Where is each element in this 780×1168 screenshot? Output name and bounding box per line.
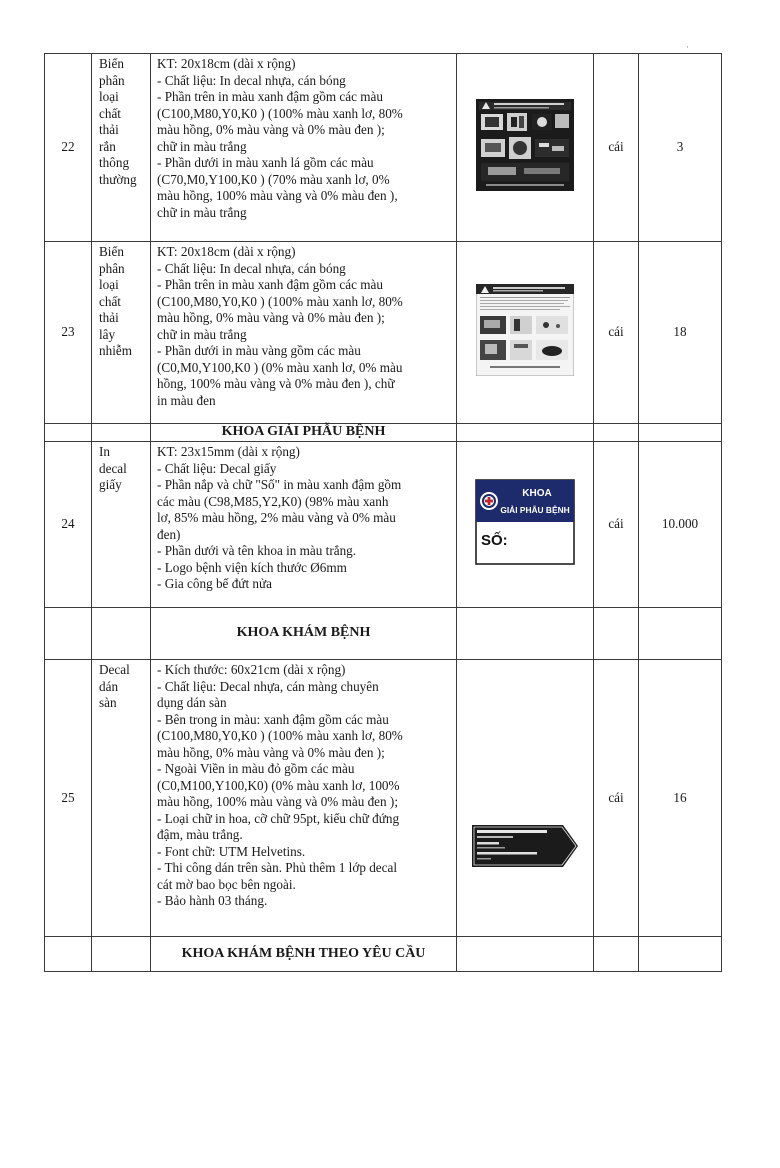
row-number: 24 bbox=[45, 442, 92, 608]
section-title: KHOA GIẢI PHẪU BỆNH bbox=[151, 424, 457, 442]
scan-mark: · bbox=[686, 42, 689, 52]
spec-table bbox=[44, 53, 722, 972]
name-line: lây bbox=[99, 326, 116, 342]
row-number: 22 bbox=[45, 54, 92, 242]
desc-line: (C0,M100,Y100,K0) (0% màu xanh lơ, 100% bbox=[157, 777, 400, 793]
desc-line: (C100,M80,Y0,K0 ) (100% màu xanh lơ, 80% bbox=[157, 105, 403, 121]
quantity: 10.000 bbox=[639, 442, 722, 608]
item-name bbox=[92, 442, 151, 608]
section-title: KHOA KHÁM BỆNH THEO YÊU CẦU bbox=[151, 937, 457, 972]
desc-line: - Loại chữ in hoa, cỡ chữ 95pt, kiểu chữ đứng bbox=[157, 810, 400, 826]
desc-line: - Kích thước: 60x21cm (dài x rộng) bbox=[157, 662, 346, 677]
label-dept-text: GIẢI PHẪU BỆNH bbox=[500, 505, 570, 516]
name-line: loại bbox=[99, 89, 119, 104]
desc-line: đen) bbox=[157, 526, 181, 542]
name-line: phân bbox=[99, 260, 125, 276]
row-number: 23 bbox=[45, 242, 92, 424]
desc-line: (C100,M80,Y0,K0 ) (100% màu xanh lơ, 80% bbox=[157, 728, 403, 743]
table-row bbox=[45, 660, 722, 937]
item-name bbox=[92, 660, 151, 937]
name-line: chất bbox=[99, 105, 121, 121]
desc-line: - Chất liệu: In decal nhựa, cán bóng bbox=[157, 260, 346, 276]
desc-line: - Phần dưới in màu xanh lá gồm các màu bbox=[157, 155, 374, 170]
label-so-text: SỐ: bbox=[481, 532, 508, 550]
pathology-label-image bbox=[475, 479, 575, 565]
name-line: thải bbox=[99, 310, 119, 325]
name-line: Biển bbox=[99, 244, 124, 259]
name-line: Decal bbox=[99, 662, 130, 677]
desc-line: màu hồng, 0% màu vàng và 0% màu đen ); bbox=[157, 122, 385, 137]
quantity: 18 bbox=[639, 242, 722, 424]
item-image-cell bbox=[457, 54, 594, 242]
name-line: thải bbox=[99, 122, 119, 137]
unit: cái bbox=[594, 660, 639, 937]
desc-line: cát mờ bao bọc bên ngoài. bbox=[157, 876, 296, 892]
desc-line: - Phần trên in màu xanh đậm gồm các màu bbox=[157, 89, 383, 104]
desc-line: KT: 20x18cm (dài x rộng) bbox=[157, 244, 296, 259]
desc-line: - Font chữ: UTM Helvetins. bbox=[157, 843, 306, 859]
item-description bbox=[151, 54, 457, 242]
desc-line: - Phần trên in màu xanh đậm gồm các màu bbox=[157, 277, 383, 292]
unit: cái bbox=[594, 442, 639, 608]
unit: cái bbox=[594, 242, 639, 424]
desc-line: - Thi công dán trên sàn. Phủ thêm 1 lớp decal bbox=[157, 860, 398, 875]
name-line: chất bbox=[99, 293, 121, 309]
desc-line: - Bên trong in màu: xanh đậm gồm các màu bbox=[157, 711, 389, 727]
section-row bbox=[45, 608, 722, 660]
infectious-waste-sign-image bbox=[476, 284, 574, 376]
item-description bbox=[151, 660, 457, 937]
desc-line: (C100,M80,Y0,K0 ) (100% màu xanh lơ, 80% bbox=[157, 293, 403, 309]
desc-line: - Phần dưới và tên khoa in màu trắng. bbox=[157, 543, 357, 558]
desc-line: chữ in màu trắng bbox=[157, 326, 247, 342]
unit: cái bbox=[594, 54, 639, 242]
item-description bbox=[151, 242, 457, 424]
section-title: KHOA KHÁM BỆNH bbox=[151, 608, 457, 660]
item-image-cell bbox=[457, 660, 594, 937]
item-name bbox=[92, 242, 151, 424]
desc-line: - Gia công bế đứt nửa bbox=[157, 576, 272, 591]
desc-line: dụng dán sàn bbox=[157, 695, 227, 710]
desc-line: (C0,M0,Y100,K0 ) (0% màu xanh lơ, 0% màu bbox=[157, 359, 403, 375]
desc-line: (C70,M0,Y100,K0 ) (70% màu xanh lơ, 0% bbox=[157, 171, 390, 187]
desc-line: - Chất liệu: Decal giấy bbox=[157, 460, 277, 476]
item-description bbox=[151, 442, 457, 608]
name-line: sàn bbox=[99, 695, 117, 710]
section-row bbox=[45, 937, 722, 972]
item-image-cell bbox=[457, 442, 594, 608]
desc-line: in màu đen bbox=[157, 392, 216, 408]
desc-line: hồng, 100% màu vàng và 0% màu đen ), chữ bbox=[157, 376, 395, 391]
desc-line: - Logo bệnh viện kích thước Ø6mm bbox=[157, 559, 347, 575]
quantity: 16 bbox=[639, 660, 722, 937]
name-line: giấy bbox=[99, 477, 122, 492]
desc-line: KT: 20x18cm (dài x rộng) bbox=[157, 56, 296, 71]
desc-line: KT: 23x15mm (dài x rộng) bbox=[157, 444, 300, 459]
table-row bbox=[45, 442, 722, 608]
waste-sign-image bbox=[476, 99, 574, 191]
desc-line: màu hồng, 100% màu vàng và 0% màu đen ), bbox=[157, 188, 398, 203]
name-line: thường bbox=[99, 171, 137, 187]
name-line: nhiễm bbox=[99, 343, 132, 358]
desc-line: - Chất liệu: Decal nhựa, cán màng chuyên bbox=[157, 678, 379, 694]
label-khoa-text: KHOA bbox=[522, 488, 552, 500]
name-line: thông bbox=[99, 155, 130, 170]
table-row bbox=[45, 54, 722, 242]
desc-line: - Phần nắp và chữ "Số" in màu xanh đậm gồm bbox=[157, 477, 402, 492]
desc-line: lơ, 85% màu hồng, 2% màu vàng và 0% màu bbox=[157, 510, 396, 525]
desc-line: màu hồng, 100% màu vàng và 0% màu đen ); bbox=[157, 794, 398, 809]
desc-line: màu hồng, 0% màu vàng và 0% màu đen ); bbox=[157, 310, 385, 325]
item-image-cell bbox=[457, 242, 594, 424]
name-line: phân bbox=[99, 72, 125, 88]
row-number: 25 bbox=[45, 660, 92, 937]
desc-line: - Phần dưới in màu vàng gồm các màu bbox=[157, 343, 361, 358]
quantity: 3 bbox=[639, 54, 722, 242]
floor-decal-image bbox=[471, 824, 579, 868]
desc-line: màu hồng, 0% màu vàng và 0% màu đen ); bbox=[157, 744, 385, 760]
desc-line: chữ in màu trắng bbox=[157, 204, 247, 220]
desc-line: - Ngoài Viền in màu đỏ gồm các màu bbox=[157, 761, 355, 776]
desc-line: - Bảo hành 03 tháng. bbox=[157, 893, 268, 908]
desc-line: - Chất liệu: In decal nhựa, cán bóng bbox=[157, 72, 346, 88]
section-row bbox=[45, 424, 722, 442]
item-name bbox=[92, 54, 151, 242]
name-line: loại bbox=[99, 277, 119, 292]
name-line: Biển bbox=[99, 56, 124, 71]
name-line: decal bbox=[99, 460, 127, 476]
desc-line: chữ in màu trắng bbox=[157, 138, 247, 154]
name-line: rắn bbox=[99, 138, 116, 154]
name-line: In bbox=[99, 444, 110, 459]
desc-line: các màu (C98,M85,Y2,K0) (98% màu xanh bbox=[157, 493, 389, 509]
desc-line: đậm, màu trắng. bbox=[157, 827, 243, 842]
name-line: dán bbox=[99, 678, 119, 694]
table-row bbox=[45, 242, 722, 424]
